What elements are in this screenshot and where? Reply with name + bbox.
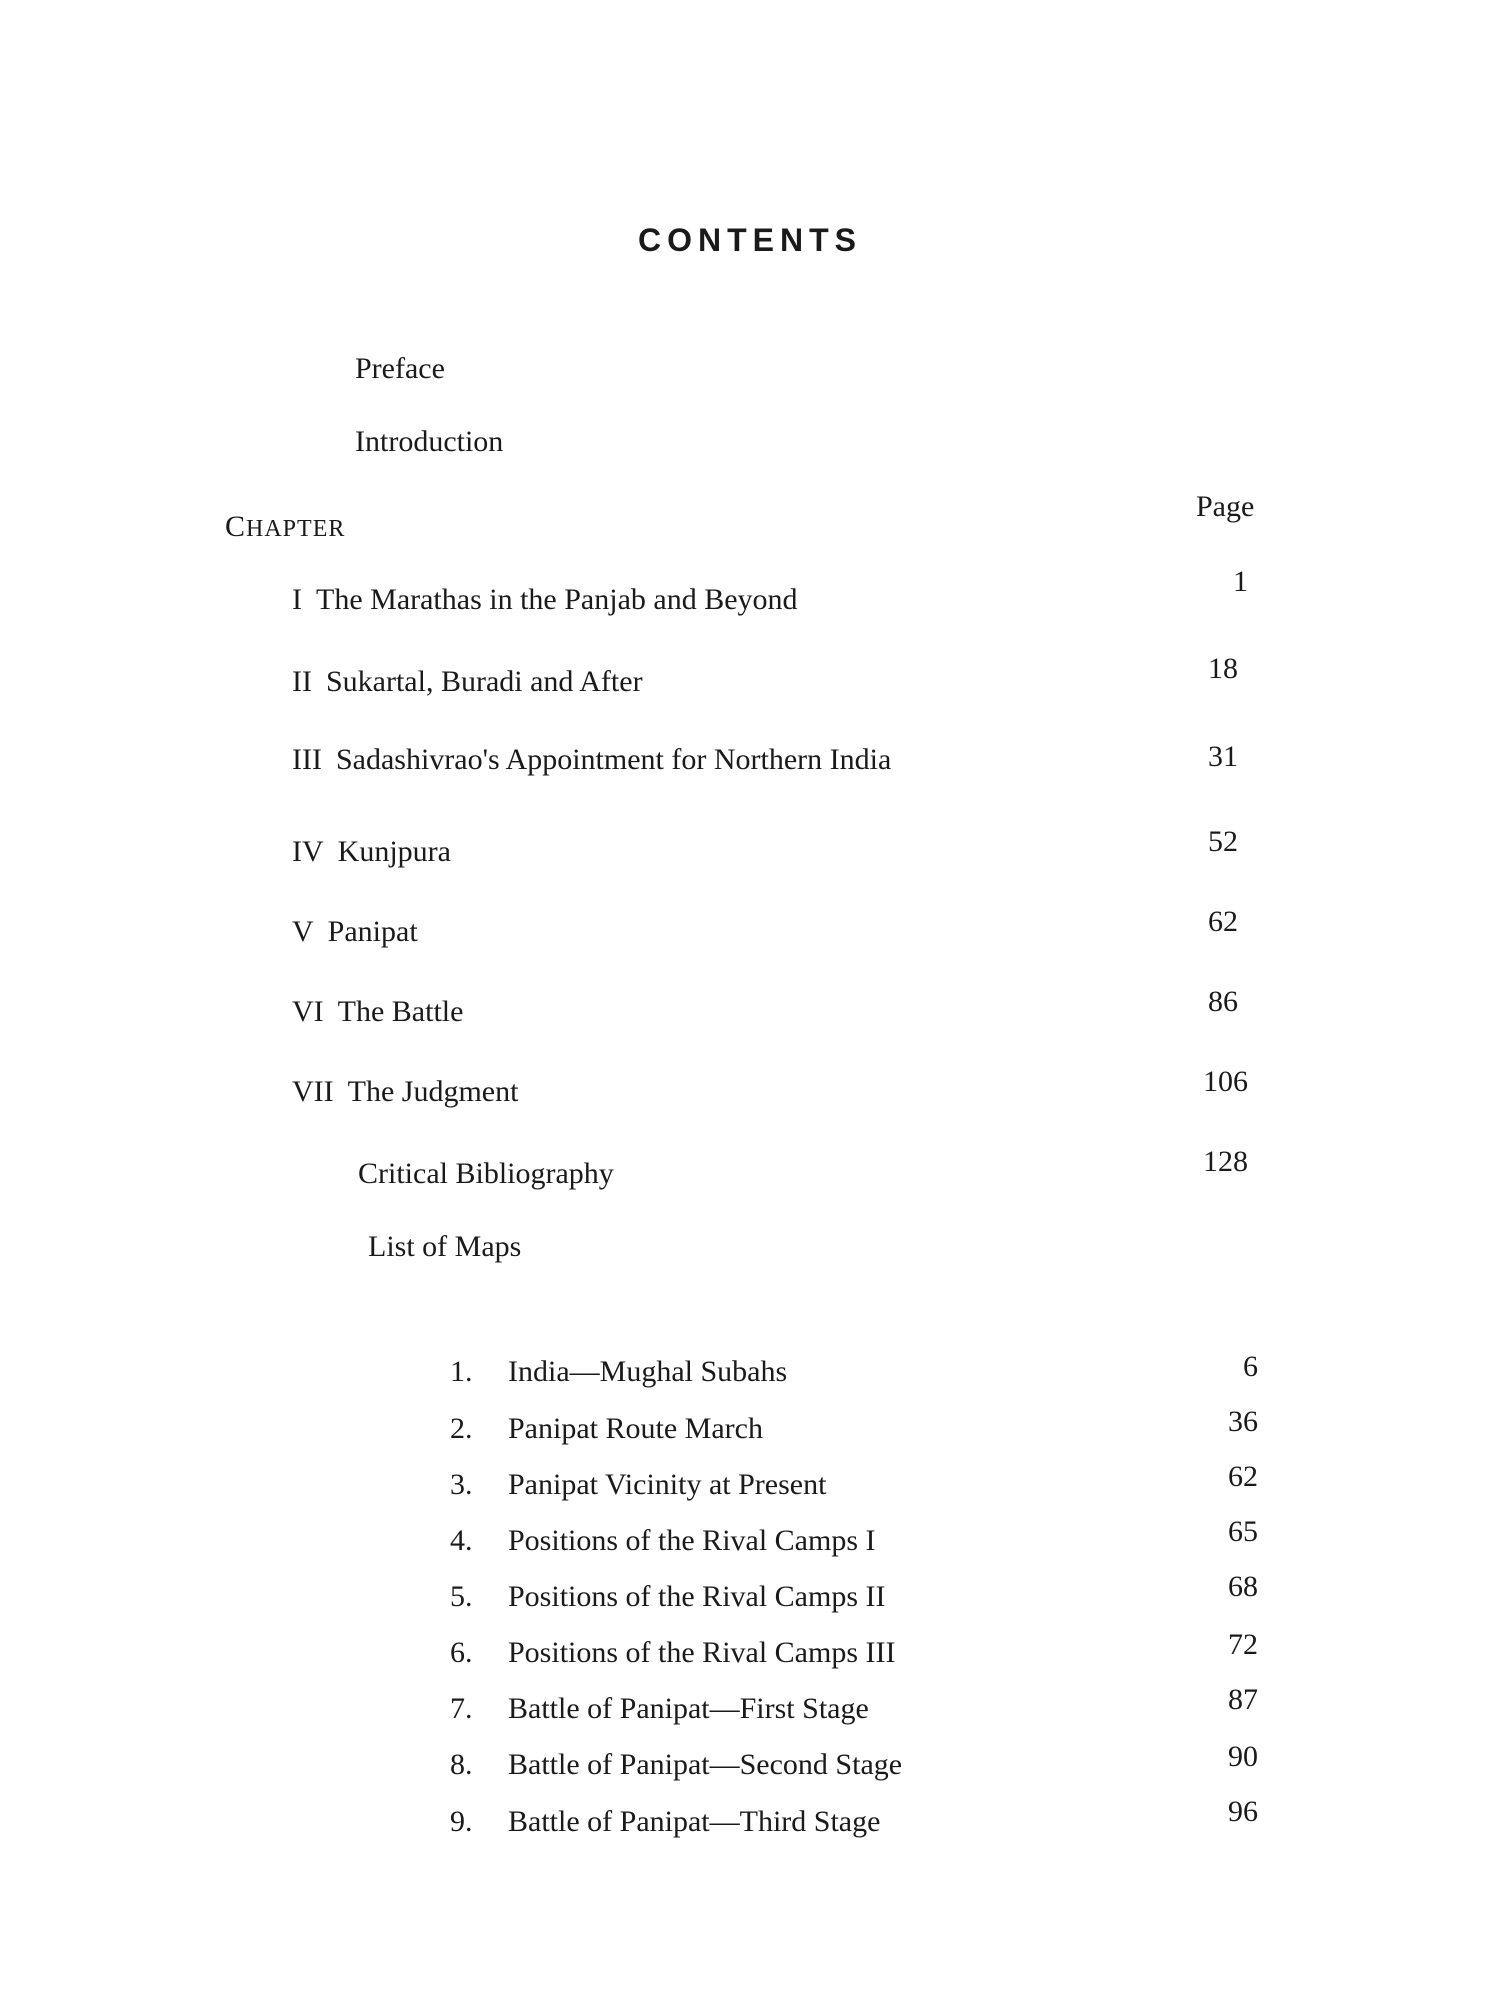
front-matter-preface: Preface — [355, 352, 445, 385]
map-index: 4. — [450, 1524, 473, 1557]
chapter-roman: VI — [292, 995, 324, 1028]
page-title: CONTENTS — [638, 222, 862, 258]
map-row — [450, 1355, 787, 1389]
map-page: 6 — [1243, 1350, 1258, 1383]
chapter-heading-initial: C — [225, 510, 247, 543]
map-index: 8. — [450, 1748, 473, 1781]
map-title: Battle of Panipat—Third Stage — [508, 1805, 881, 1838]
map-index: 6. — [450, 1636, 473, 1669]
map-index: 1. — [450, 1355, 473, 1388]
map-row — [450, 1580, 886, 1614]
chapter-column-heading — [225, 510, 345, 544]
map-page: 96 — [1228, 1795, 1258, 1828]
chapter-row — [292, 1075, 518, 1109]
map-title: India—Mughal Subahs — [508, 1355, 788, 1388]
map-row — [450, 1692, 869, 1726]
chapter-row — [292, 665, 643, 699]
chapter-roman: III — [292, 743, 322, 776]
map-title: Panipat Vicinity at Present — [508, 1468, 827, 1501]
chapter-page: 86 — [1208, 985, 1238, 1018]
back-matter-list-of-maps: List of Maps — [368, 1230, 522, 1263]
map-row — [450, 1805, 880, 1839]
back-matter-page: 128 — [1203, 1145, 1248, 1178]
map-index: 5. — [450, 1580, 473, 1613]
map-page: 65 — [1228, 1515, 1258, 1548]
chapter-title: The Judgment — [347, 1075, 519, 1108]
map-row — [450, 1636, 895, 1670]
page-column-heading: Page — [1196, 490, 1255, 523]
map-page: 72 — [1228, 1628, 1258, 1661]
chapter-title: Sukartal, Buradi and After — [325, 665, 643, 698]
chapter-roman: II — [292, 665, 312, 698]
chapter-page: 31 — [1208, 740, 1238, 773]
chapter-title: Kunjpura — [337, 835, 451, 868]
map-index: 7. — [450, 1692, 473, 1725]
map-page: 68 — [1228, 1570, 1258, 1603]
map-row — [450, 1524, 876, 1558]
chapter-title: Sadashivrao's Appointment for Northern India — [335, 743, 892, 776]
front-matter-introduction: Introduction — [355, 425, 504, 458]
chapter-row — [292, 835, 451, 869]
chapter-roman: IV — [292, 835, 324, 868]
chapter-heading-rest: HAPTER — [246, 516, 346, 542]
map-row — [450, 1748, 902, 1782]
chapter-roman: VII — [292, 1075, 334, 1108]
chapter-row — [292, 995, 463, 1029]
chapter-page: 106 — [1203, 1065, 1248, 1098]
chapter-title: Panipat — [327, 915, 418, 948]
chapter-title: The Marathas in the Panjab and Beyond — [316, 583, 798, 616]
map-page: 90 — [1228, 1740, 1258, 1773]
map-title: Positions of the Rival Camps III — [508, 1636, 896, 1669]
map-page: 36 — [1228, 1405, 1258, 1438]
map-page: 87 — [1228, 1683, 1258, 1716]
map-index: 2. — [450, 1412, 473, 1445]
map-title: Battle of Panipat—First Stage — [508, 1692, 869, 1725]
map-title: Positions of the Rival Camps II — [508, 1580, 886, 1613]
map-index: 9. — [450, 1805, 473, 1838]
map-title: Battle of Panipat—Second Stage — [508, 1748, 903, 1781]
map-index: 3. — [450, 1468, 473, 1501]
chapter-roman: I — [292, 583, 302, 616]
map-row — [450, 1412, 763, 1446]
chapter-page: 1 — [1233, 565, 1248, 598]
map-title: Positions of the Rival Camps I — [508, 1524, 876, 1557]
chapter-page: 18 — [1208, 652, 1238, 685]
chapter-row — [292, 915, 418, 949]
map-row — [450, 1468, 826, 1502]
map-title: Panipat Route March — [508, 1412, 763, 1445]
map-page: 62 — [1228, 1460, 1258, 1493]
chapter-page: 62 — [1208, 905, 1238, 938]
chapter-roman: V — [292, 915, 314, 948]
chapter-row — [292, 743, 891, 777]
back-matter-bibliography: Critical Bibliography — [358, 1157, 614, 1190]
chapter-title: The Battle — [337, 995, 464, 1028]
chapter-row — [292, 583, 798, 617]
chapter-page: 52 — [1208, 825, 1238, 858]
